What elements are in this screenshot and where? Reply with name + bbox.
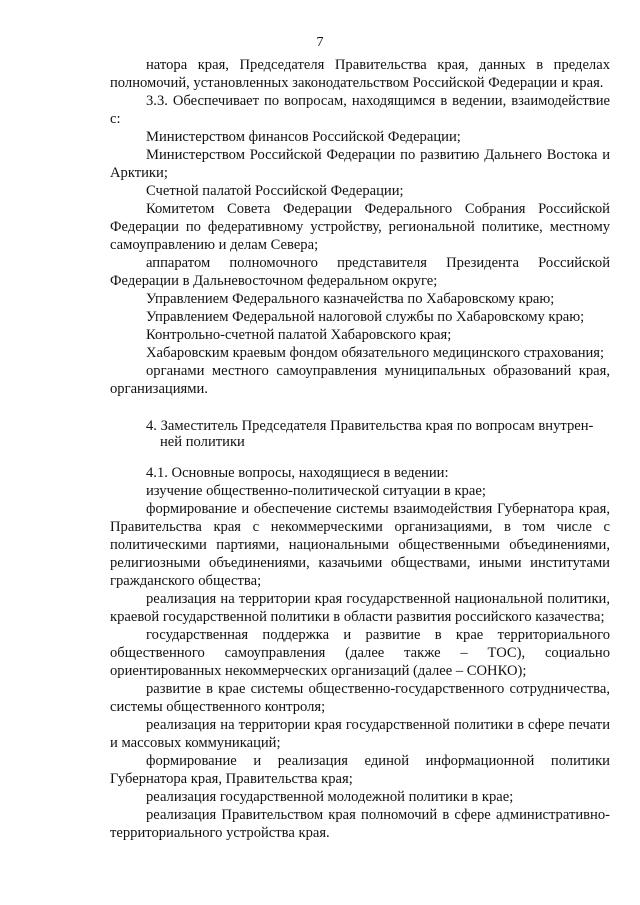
- list-item: органами местного самоуправления муниципальных образований края, организациями.: [110, 363, 610, 397]
- paragraph: натора края, Председателя Правительства края, данных в пределах полномочий, установленных законодательством Российской Федерации и края.: [110, 57, 610, 91]
- list-item: Министерством Российской Федерации по развитию Дальнего Востока и Арктики;: [110, 147, 610, 181]
- page-number: 7: [316, 35, 324, 50]
- list-item: формирование и реализация единой информационной политики Губернатора края, Правительства края;: [110, 753, 610, 787]
- paragraph: 4.1. Основные вопросы, находящиеся в ведении:: [146, 465, 449, 481]
- list-item: Хабаровским краевым фондом обязательного медицинского страхования;: [146, 345, 605, 361]
- list-item: Управлением Федеральной налоговой службы по Хабаровскому краю;: [146, 309, 585, 325]
- list-item: Управлением Федерального казначейства по Хабаровскому краю;: [146, 291, 555, 307]
- list-item: реализация на территории края государственной национальной политики, краевой государственной политики в области развития российского казачества;: [110, 591, 610, 625]
- list-item: развитие в крае системы общественно-государственного сотрудничества, системы общественного контроля;: [110, 681, 610, 715]
- list-item: аппаратом полномочного представителя Президента Российской Федерации в Дальневосточном федеральном округе;: [110, 255, 610, 289]
- list-item: Комитетом Совета Федерации Федерального Собрания Российской Федерации по федеративному устройству, региональной политике, местному самоуправлению и делам Севера;: [110, 201, 610, 253]
- list-item: реализация на территории края государственной политики в сфере печати и массовых коммуникаций;: [110, 717, 610, 751]
- section-heading-line2: ней политики: [160, 434, 245, 450]
- paragraph: 3.3. Обеспечивает по вопросам, находящимся в ведении, взаимодействие с:: [110, 93, 610, 127]
- list-item: реализация Правительством края полномочий в сфере административно-территориального устройства края.: [110, 807, 610, 841]
- list-item: изучение общественно-политической ситуации в крае;: [146, 483, 486, 499]
- list-item: реализация государственной молодежной политики в крае;: [146, 789, 514, 805]
- list-item: Контрольно-счетной палатой Хабаровского края;: [146, 327, 452, 343]
- list-item: формирование и обеспечение системы взаимодействия Губернатора края, Правительства края с некоммерческими организациями, в том числе с политическими партиями, национальными общественными объединениями, религиозными объединениями, казачьими обществами, иными институтами гражданского общества;: [110, 501, 610, 589]
- document-body: [110, 56, 610, 842]
- section-heading: [110, 418, 610, 450]
- list-item: Счетной палатой Российской Федерации;: [146, 183, 404, 199]
- list-item: Министерством финансов Российской Федерации;: [146, 129, 461, 145]
- section-heading-line1: 4. Заместитель Председателя Правительства края по вопросам внутрен-: [146, 418, 594, 434]
- list-item: государственная поддержка и развитие в крае территориального общественного самоуправления (далее также – ТОС), социально ориентированных некоммерческих организаций (далее – СОНКО);: [110, 627, 610, 679]
